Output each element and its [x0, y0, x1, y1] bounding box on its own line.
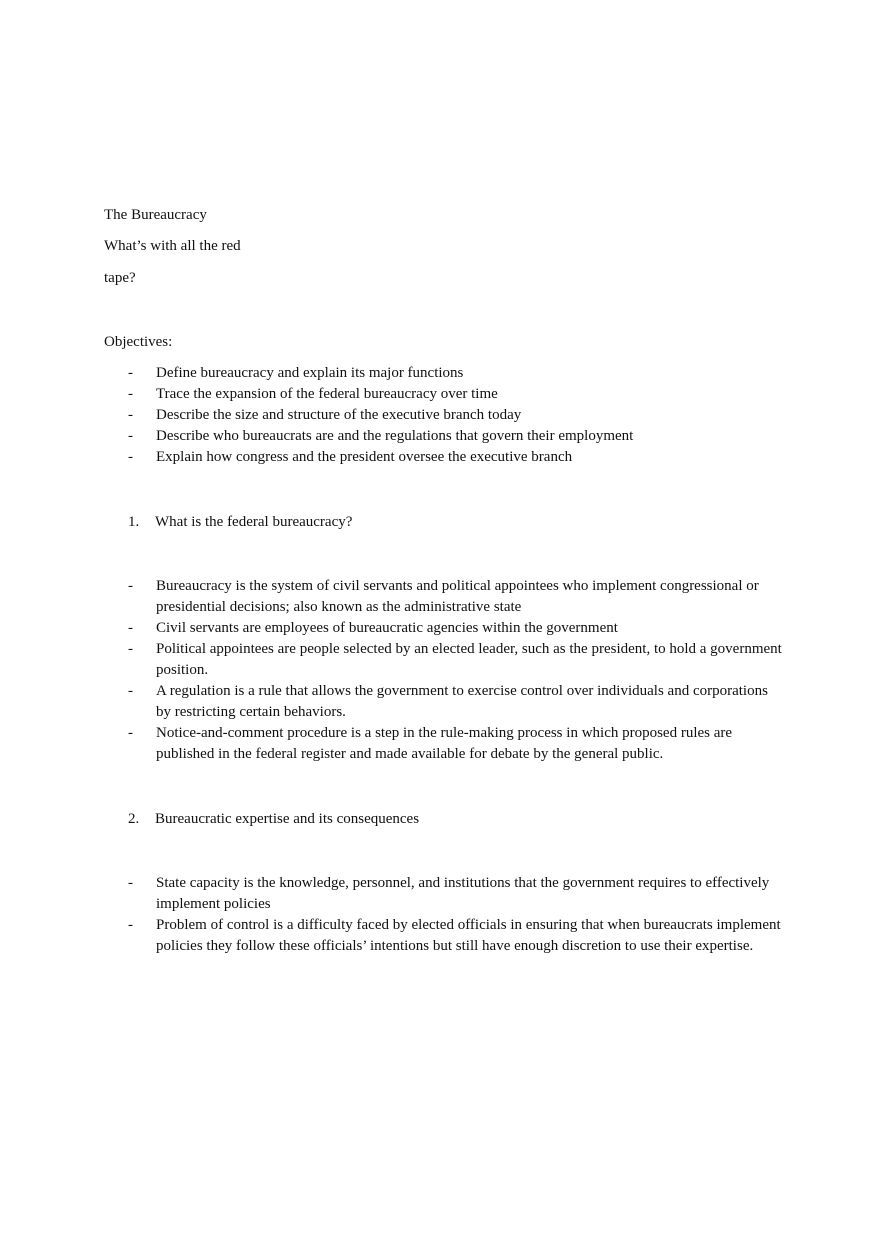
list-item: [104, 618, 784, 639]
bullet-dash: -: [128, 407, 133, 423]
list-item: [104, 576, 784, 618]
list-item: [104, 384, 784, 405]
bullet-dash: -: [128, 725, 133, 741]
list-item-text: Problem of control is a difficulty faced by elected officials in ensuring that when bureaucrats implement policies they follow these officials’ intentions but still have enough discretion to use their expertise.: [156, 917, 781, 954]
section-1-list: [104, 576, 784, 765]
list-item-text: State capacity is the knowledge, personnel, and institutions that the government requires to effectively implement policies: [156, 875, 770, 912]
bullet-dash: -: [128, 386, 133, 402]
section-heading-text: What is the federal bureaucracy?: [155, 514, 353, 530]
list-item-text: Describe who bureaucrats are and the regulations that govern their employment: [156, 428, 634, 444]
list-item: [104, 723, 784, 765]
list-item-text: Trace the expansion of the federal bureaucracy over time: [156, 386, 498, 402]
list-item-text: Notice-and-comment procedure is a step in the rule-making process in which proposed rules are published in the federal register and made available for debate by the general public.: [156, 725, 733, 762]
list-item: [104, 405, 784, 426]
list-item-text: Civil servants are employees of bureaucratic agencies within the government: [156, 620, 618, 636]
objectives-list: [104, 363, 784, 468]
list-item: [104, 639, 784, 681]
section-number: 2.: [128, 811, 140, 827]
document-title: The Bureaucracy: [104, 207, 207, 223]
list-item-text: Political appointees are people selected by an elected leader, such as the president, to hold a government position.: [156, 641, 782, 678]
bullet-dash: -: [128, 449, 133, 465]
bullet-dash: -: [128, 428, 133, 444]
list-item: [104, 426, 784, 447]
document-subtitle-line-2: tape?: [104, 270, 136, 286]
list-item-text: Describe the size and structure of the executive branch today: [156, 407, 522, 423]
list-item: [104, 873, 784, 915]
section-heading-text: Bureaucratic expertise and its consequences: [155, 811, 420, 827]
list-item: [104, 447, 784, 468]
list-item: [104, 363, 784, 384]
bullet-dash: -: [128, 578, 133, 594]
bullet-dash: -: [128, 917, 133, 933]
section-number: 1.: [128, 514, 140, 530]
document-subtitle-line-1: What’s with all the red: [104, 238, 241, 254]
list-item: [104, 681, 784, 723]
list-item-text: A regulation is a rule that allows the government to exercise control over individuals and corporations by restricting certain behaviors.: [156, 683, 768, 720]
objectives-label: Objectives:: [104, 334, 173, 350]
bullet-dash: -: [128, 641, 133, 657]
section-2-list: [104, 873, 784, 957]
bullet-dash: -: [128, 620, 133, 636]
list-item-text: Define bureaucracy and explain its major functions: [156, 365, 464, 381]
bullet-dash: -: [128, 683, 133, 699]
list-item-text: Bureaucracy is the system of civil servants and political appointees who implement congressional or presidential decisions; also known as the administrative state: [156, 578, 759, 615]
list-item-text: Explain how congress and the president oversee the executive branch: [156, 449, 573, 465]
bullet-dash: -: [128, 365, 133, 381]
list-item: [104, 915, 784, 957]
bullet-dash: -: [128, 875, 133, 891]
